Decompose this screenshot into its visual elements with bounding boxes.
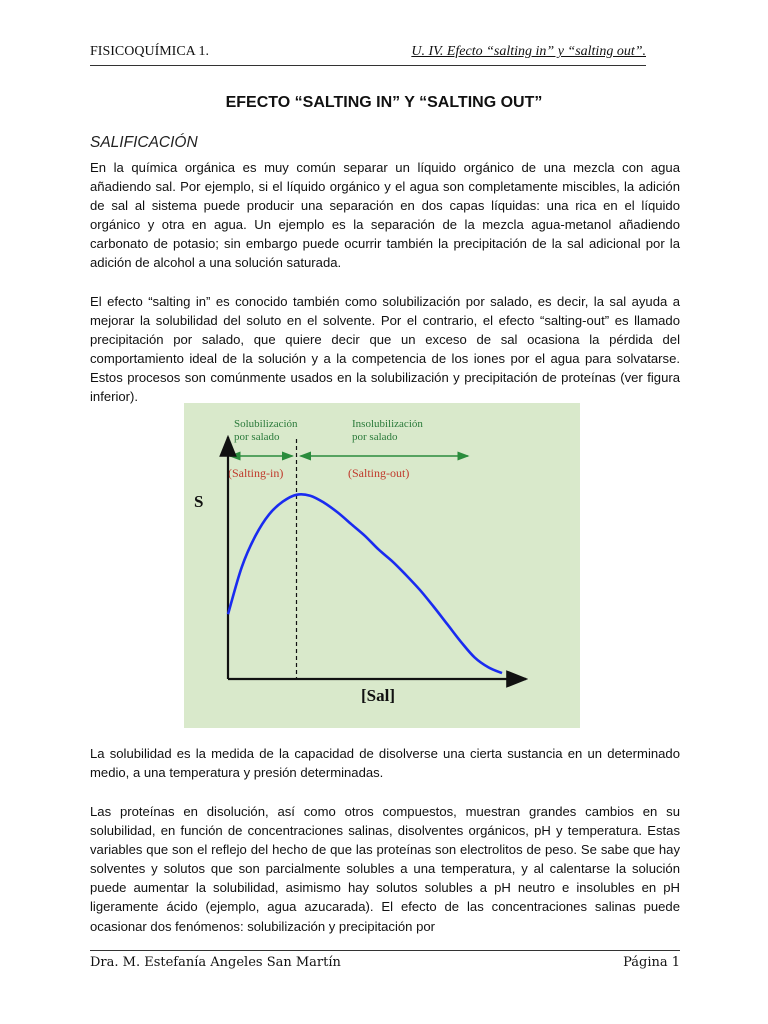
- x-axis-label: [Sal]: [361, 686, 395, 705]
- header-course: FISICOQUÍMICA 1.: [90, 44, 210, 59]
- header-unit: U. IV. Efecto “salting in” y “salting out”.: [411, 44, 646, 59]
- y-axis-label: S: [194, 492, 204, 511]
- page-header: [90, 44, 646, 66]
- paragraph-solubilidad: La solubilidad es la medida de la capacidad de disolverse una cierta sustancia en un determinado medio, a una temperatura y presión determinadas.: [90, 746, 680, 781]
- document-title: EFECTO “SALTING IN” Y “SALTING OUT”: [225, 94, 543, 111]
- label-insolubilizacion: Insolubilización: [352, 418, 423, 430]
- section-subtitle: SALIFICACIÓN: [90, 134, 198, 151]
- footer-author: Dra. M. Estefanía Angeles San Martín: [90, 955, 341, 970]
- footer-page-number: Página 1: [623, 955, 680, 970]
- solubility-curve: [228, 494, 502, 673]
- paragraph-proteinas: Las proteínas en disolución, así como otros compuestos, muestran grandes cambios en su solubilidad, en función de concentraciones salinas, disolventes orgánicos, pH y temperatura. Estas variables que son el reflejo del hecho de que las proteínas son electrolitos de peso. Se sabe que hay solventes y solutos que son parcialmente solubles a una temperatura, y al calentarse la solución puede aumentar la solubilidad, asimismo hay solutos solubles a pH neutro e insolubles en pH ligeramente ácido (ejemplo, agua azucarada). El efecto de las concentraciones salinas puede ocasionar dos fenómenos: solubilización y precipitación por: [90, 804, 680, 934]
- label-por-salado-right: por salado: [352, 431, 398, 443]
- solubility-diagram: [184, 403, 580, 728]
- page-footer: [90, 950, 680, 970]
- solubility-figure: [184, 403, 580, 728]
- label-solubilizacion: Solubilización: [234, 418, 298, 430]
- paragraph-salificacion: En la química orgánica es muy común separar un líquido orgánico de una mezcla con agua añadiendo sal. Por ejemplo, si el líquido orgánico y el agua son completamente miscibles, la adición de sal al sistema puede producir una separación en dos capas líquidas: una rica en el líquido orgánico y otra en agua. Un ejemplo es la separación de la mezcla agua-metanol añadiendo carbonato de potasio; sin embargo puede ocurrir también la precipitación de la sal adicional por la adición de alcohol a una solución saturada.: [90, 160, 680, 271]
- paragraph-salting-effects: El efecto “salting in” es conocido también como solubilización por salado, es decir, la sal ayuda a mejorar la solubilidad del soluto en el solvente. Por el contrario, el efecto “salting-out” es llamado precipitación por salado, que quiere decir que un exceso de sal ocasiona la pérdida del comportamiento ideal de la solución y a la competencia de los iones por el agua para solvatarse. Estos procesos son comúnmente usados en la solubilización y precipitación de proteínas (ver figura inferior).: [90, 294, 680, 405]
- label-salting-in: (Salting-in): [228, 466, 284, 480]
- label-por-salado-left: por salado: [234, 431, 280, 443]
- label-salting-out: (Salting-out): [348, 466, 410, 480]
